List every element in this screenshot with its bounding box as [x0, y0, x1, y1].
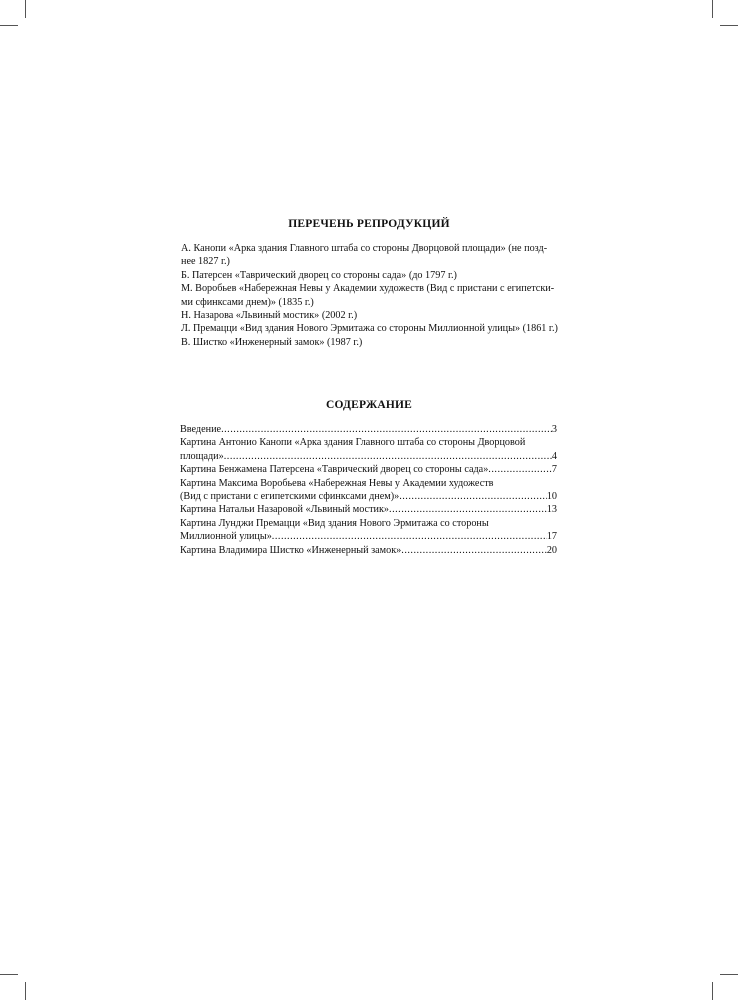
reproduction-line: Б. Патерсен «Таврический дворец со стороны сада» (до 1797 г.): [181, 269, 457, 281]
toc-entry-page: 7: [551, 464, 557, 476]
reproduction-line: Н. Назарова «Львиный мостик» (2002 г.): [181, 310, 358, 322]
toc-entry: [180, 450, 557, 463]
toc-entry-text: Введение .....: [180, 423, 552, 436]
toc-entry-page: 10: [546, 491, 557, 503]
toc-entry-page: 20: [546, 544, 557, 556]
reproduction-line: ми сфинксами днем)» (1835 г.): [181, 296, 314, 308]
reproductions-list: [181, 242, 561, 349]
contents-title: СОДЕРЖАНИЕ: [325, 399, 413, 411]
reproduction-line: Л. Премацци «Вид здания Нового Эрмитажа со стороны Миллионной улицы» (1861 г.): [181, 323, 558, 335]
reproduction-line: нее 1827 г.): [181, 256, 230, 268]
toc-entry-page: 4: [551, 450, 557, 462]
toc-entry-text: Картина Антонио Канопи «Арка здания Главного штаба со стороны Дворцовой: [180, 437, 526, 449]
crop-mark-top-left: [25, 0, 26, 18]
crop-mark-top-left-h: [0, 25, 18, 26]
toc-entry-page: 13: [546, 504, 557, 516]
toc-entry-text: Картина Владимира Шистко «Инженерный замок» .....: [180, 544, 547, 557]
toc-entry: [180, 423, 557, 436]
toc-entry: [180, 530, 557, 543]
crop-mark-top-right-h: [720, 25, 738, 26]
toc-entry-text: Картина Максима Воробьева «Набережная Невы у Академии художеств: [180, 477, 494, 489]
toc-entry-text: Картина Бенжамена Патерсена «Таврический дворец со стороны сада» .....: [180, 463, 552, 476]
toc-entry-text: (Вид с пристани с египетскими сфинксами днем)» .....: [180, 490, 547, 503]
crop-mark-bottom-right: [712, 982, 713, 1000]
toc-entry-text: Картина Лунджи Премацци «Вид здания Нового Эрмитажа со стороны: [180, 517, 489, 529]
table-of-contents: [180, 423, 557, 557]
toc-entry-page: 3: [551, 424, 557, 435]
toc-entry-page: 17: [546, 531, 557, 543]
crop-mark-bottom-left: [25, 982, 26, 1000]
toc-entry-text: Миллионной улицы» .....: [180, 530, 547, 543]
toc-entry-text: Картина Натальи Назаровой «Львиный мостик» .....: [180, 503, 547, 516]
toc-entry: [180, 490, 557, 503]
toc-entry: [180, 544, 557, 557]
crop-mark-bottom-left-h: [0, 974, 18, 975]
reproductions-title: ПЕРЕЧЕНЬ РЕПРОДУКЦИЙ: [288, 218, 450, 230]
crop-mark-top-right: [712, 0, 713, 18]
toc-entry: [180, 463, 557, 476]
reproduction-line: М. Воробьев «Набережная Невы у Академии художеств (Вид с пристани с египетски-: [181, 283, 555, 295]
crop-mark-bottom-right-h: [720, 974, 738, 975]
reproduction-line: В. Шистко «Инженерный замок» (1987 г.): [181, 336, 363, 348]
toc-entry-text: площади» .....: [180, 450, 552, 463]
reproduction-line: А. Канопи «Арка здания Главного штаба со стороны Дворцовой площади» (не позд-: [181, 243, 548, 254]
toc-entry: [180, 503, 557, 516]
